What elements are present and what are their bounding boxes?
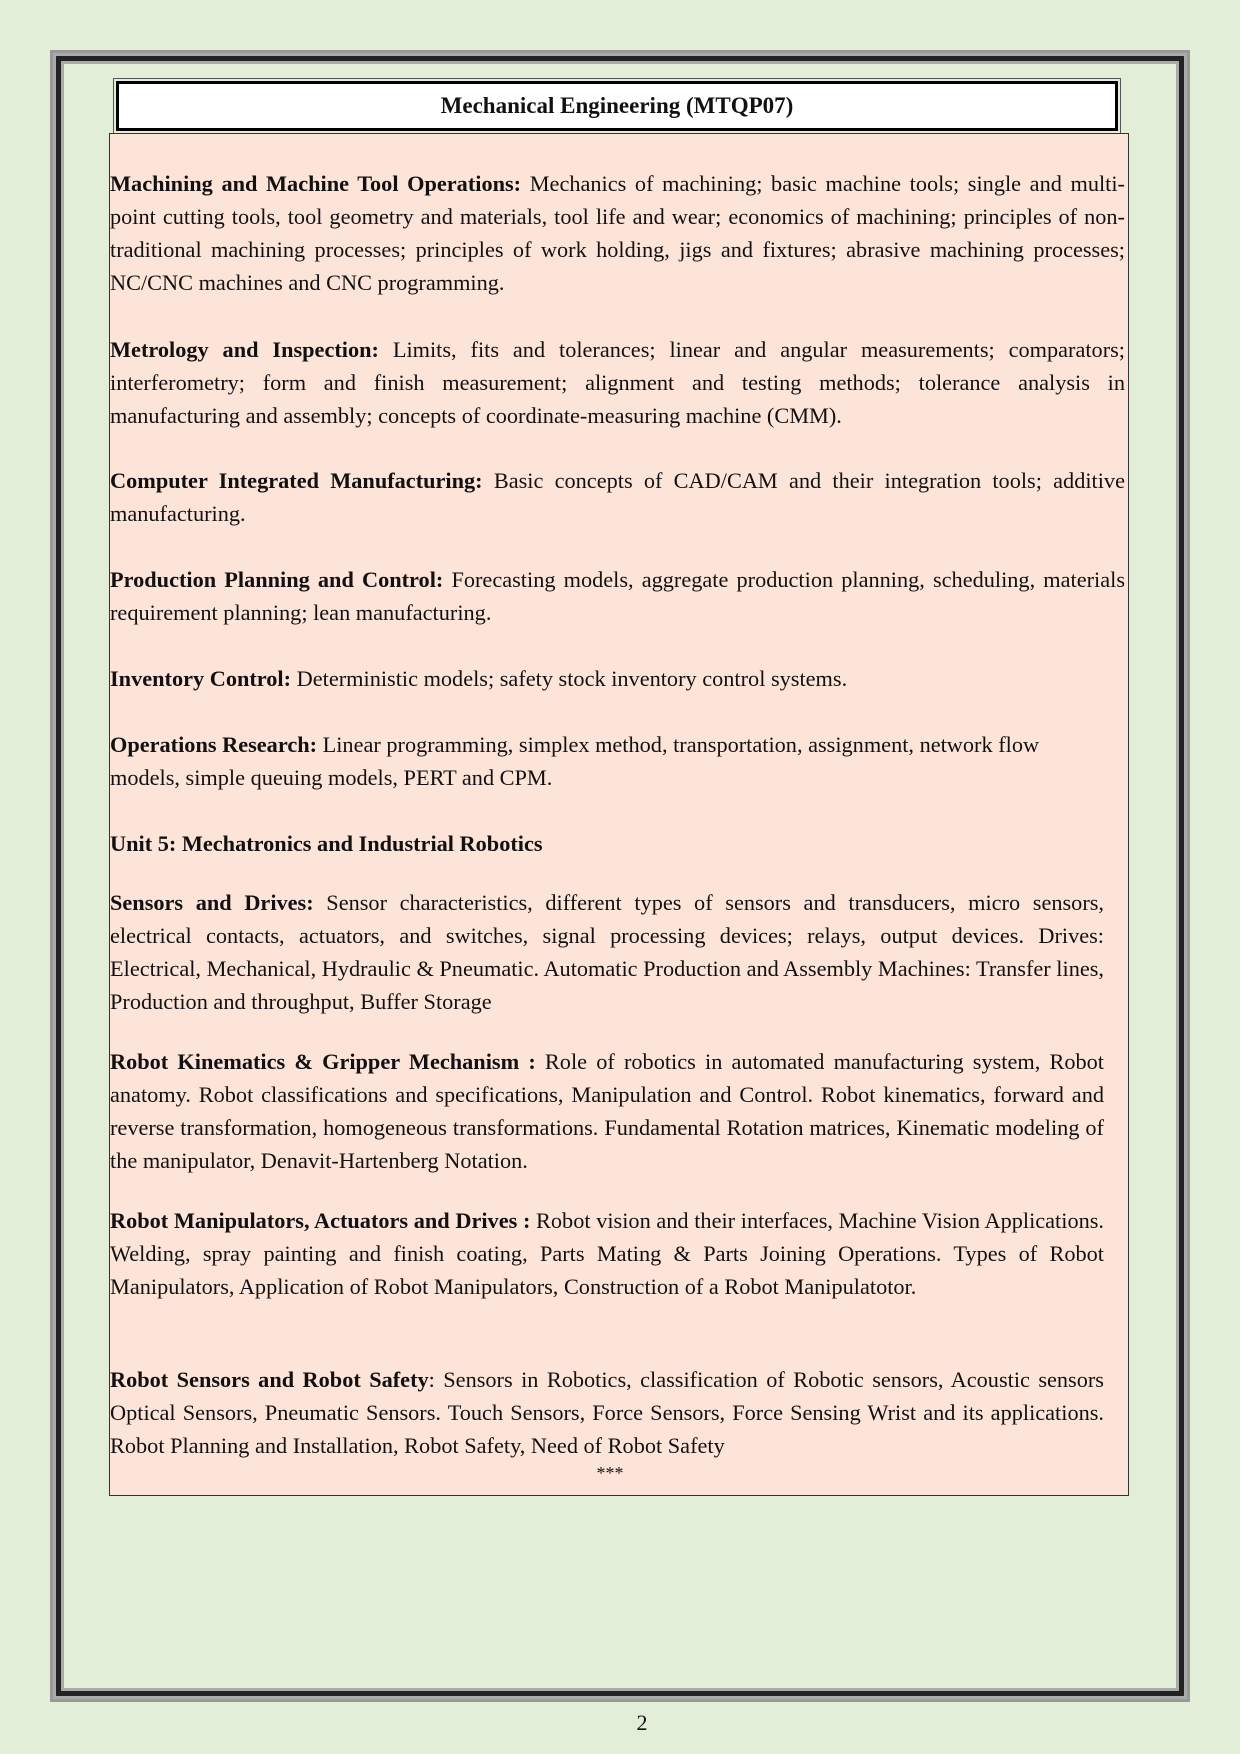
section-body: Deterministic models; safety stock inventory control systems. xyxy=(291,666,848,691)
section-machining xyxy=(110,167,1125,299)
unit-5-heading: Unit 5: Mechatronics and Industrial Robotics xyxy=(110,831,543,856)
section-heading: Operations Research: xyxy=(110,732,318,757)
page-number: 2 xyxy=(636,1710,648,1735)
section-body: : Sensors in Robotics, classification of Robotic sensors, Acoustic sensors Optical Sensors, Pneumatic Sensors. Touch Sensors, Force Sensors, Force Sensing Wrist and its applications. Robot Planning and Installation, Robot Safety, Need of Robot Safety xyxy=(110,1367,1104,1458)
section-ppc xyxy=(110,563,1125,629)
section-cim xyxy=(110,464,1125,530)
section-heading: Robot Manipulators, Actuators and Drives : xyxy=(110,1208,531,1233)
section-inventory xyxy=(110,662,1125,695)
section-body: Role of robotics in automated manufacturing system, Robot anatomy. Robot classifications and specifications, Manipulation and Control. Robot kinematics, forward and reverse transformation, homogeneous transformations. Fundamental Rotation matrices, Kinematic modeling of the manipulator, Denavit-Hartenberg Notation. xyxy=(110,1049,1104,1173)
section-body: Basic concepts of CAD/CAM and their integration tools; additive manufacturing. xyxy=(110,468,1125,526)
section-body: Linear programming, simplex method, transportation, assignment, network flow models, simple queuing models, PERT and CPM. xyxy=(110,732,1040,790)
section-body: Limits, fits and tolerances; linear and angular measurements; comparators; interferometry; form and finish measurement; alignment and testing methods; tolerance analysis in manufacturing and assembly; concepts of coordinate-measuring machine (CMM). xyxy=(110,337,1125,428)
end-marker: *** xyxy=(596,1463,624,1483)
section-heading: Sensors and Drives: xyxy=(110,890,314,915)
section-heading: Robot Sensors and Robot Safety xyxy=(110,1367,429,1392)
section-heading: Computer Integrated Manufacturing: xyxy=(110,468,483,493)
section-robot-manipulators xyxy=(110,1204,1104,1303)
section-heading: Machining and Machine Tool Operations: xyxy=(110,171,522,196)
section-metrology xyxy=(110,333,1125,432)
section-heading: Robot Kinematics & Gripper Mechanism : xyxy=(110,1049,536,1074)
section-body: Sensor characteristics, different types of sensors and transducers, micro sensors, electrical contacts, actuators, and switches, signal processing devices; relays, output devices. Drives: Electrical, Mechanical, Hydraulic & Pneumatic. Automatic Production and Assembly Machines: Transfer lines, Production and throughput, Buffer Storage xyxy=(110,890,1104,1014)
page-title xyxy=(116,81,1118,131)
section-robot-sensors-safety xyxy=(110,1363,1104,1462)
section-operations-research xyxy=(110,728,1104,794)
section-body: Robot vision and their interfaces, Machine Vision Applications. Welding, spray painting and finish coating, Parts Mating & Parts Joining Operations. Types of Robot Manipulators, Application of Robot Manipulators, Construction of a Robot Manipulatotor. xyxy=(110,1208,1104,1299)
section-heading: Production Planning and Control: xyxy=(110,567,444,592)
section-robot-kinematics xyxy=(110,1045,1104,1177)
section-sensors-drives xyxy=(110,886,1104,1018)
section-body: Forecasting models, aggregate production planning, scheduling, materials requirement planning; lean manufacturing. xyxy=(110,567,1126,625)
page-title-text: Mechanical Engineering (MTQP07) xyxy=(440,93,794,118)
section-heading: Inventory Control: xyxy=(110,666,292,691)
section-heading: Metrology and Inspection: xyxy=(110,337,379,362)
section-body: Mechanics of machining; basic machine tools; single and multi-point cutting tools, tool geometry and materials, tool life and wear; economics of machining; principles of non-traditional machining processes; principles of work holding, jigs and fixtures; abrasive machining processes; NC/CNC machines and CNC programming. xyxy=(110,171,1125,295)
